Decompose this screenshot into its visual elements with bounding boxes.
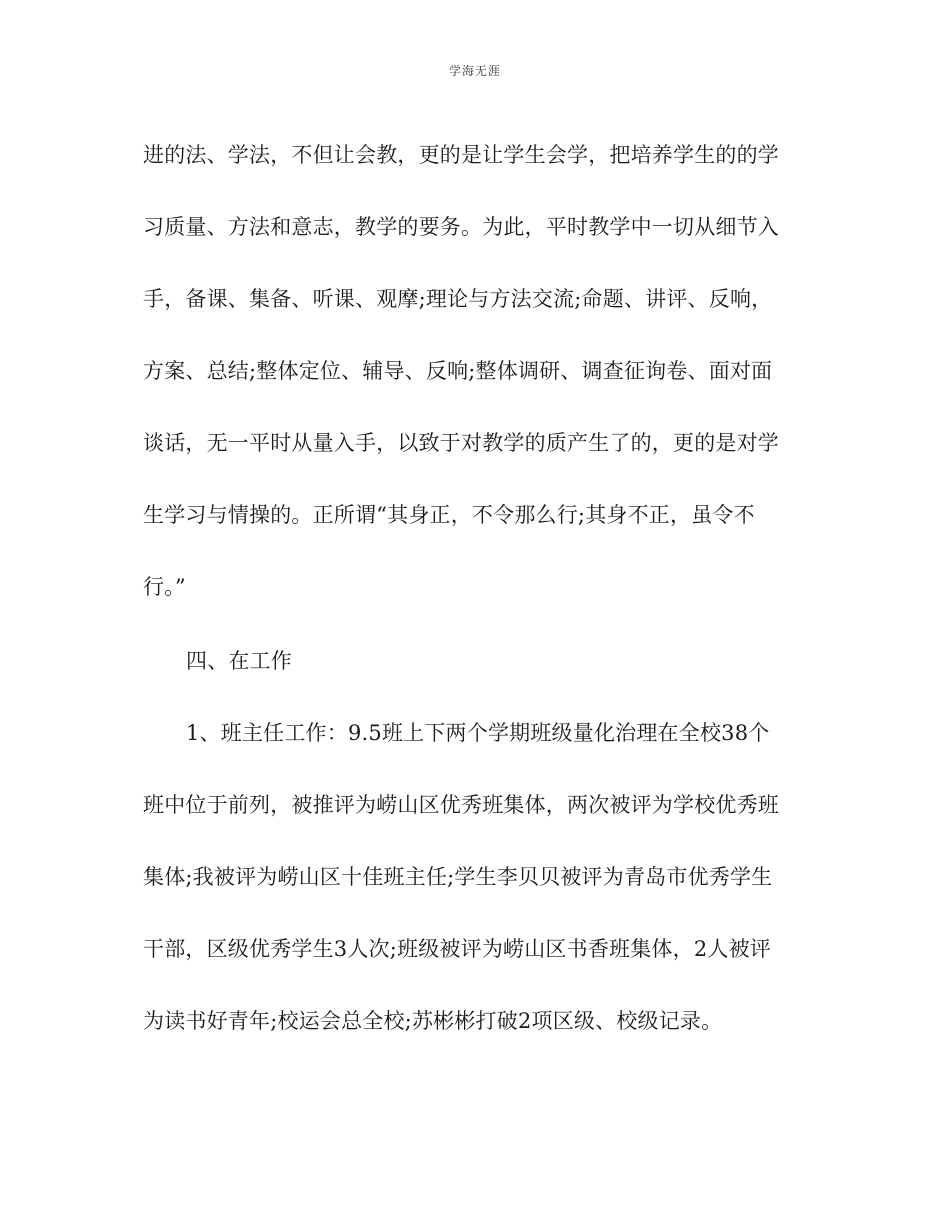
- paragraph-line: 为读书好青年;校运会总全校;苏彬彬打破2项区级、校级记录。: [143, 1009, 723, 1033]
- paragraph-line: 行。”: [143, 575, 186, 599]
- paragraph-line: 干部，区级优秀学生3人次;班级被评为崂山区书香班集体，2人被评: [143, 937, 771, 961]
- section-heading: 四、在工作: [186, 649, 292, 673]
- page-header: 学海无涯: [448, 64, 501, 78]
- paragraph-line: 生学习与情操的。正所谓“其身正，不令那么行;其身不正，虽令不: [143, 503, 755, 527]
- paragraph-line: 班中位于前列，被推评为崂山区优秀班集体，两次被评为学校优秀班: [143, 793, 779, 817]
- paragraph-line: 1、班主任工作：9.5班上下两个学期班级量化治理在全校38个: [186, 721, 770, 745]
- paragraph-line: 集体;我被评为崂山区十佳班主任;学生李贝贝被评为青岛市优秀学生: [143, 865, 773, 889]
- paragraph-line: 习质量、方法和意志，教学的要务。为此，平时教学中一切从细节入: [143, 215, 779, 239]
- paragraph-line: 谈话，无一平时从量入手，以致于对教学的质产生了的，更的是对学: [143, 431, 779, 455]
- paragraph-line: 进的法、学法，不但让会教，更的是让学生会学，把培养学生的的学: [143, 143, 779, 167]
- paragraph-line: 方案、总结;整体定位、辅导、反响;整体调研、调查征询卷、面对面: [143, 359, 773, 383]
- paragraph-line: 手，备课、集备、听课、观摩;理论与方法交流;命题、讲评、反响，: [143, 287, 773, 311]
